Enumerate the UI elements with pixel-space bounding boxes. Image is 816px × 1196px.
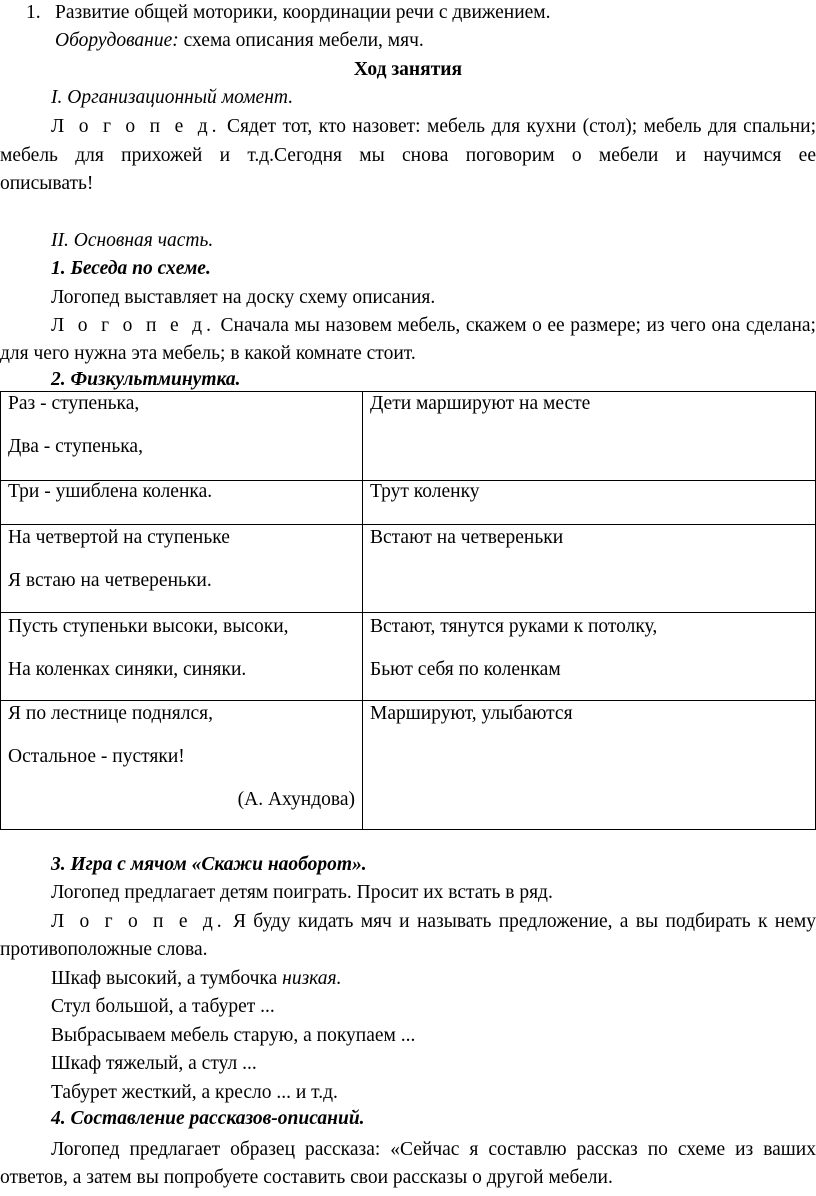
table-cell-action xyxy=(363,701,816,830)
example-5: Табурет жесткий, а кресло ... и т.д. xyxy=(51,1082,338,1103)
example-answer: низкая. xyxy=(282,968,342,989)
subsection-2-title: 2. Физкультминутка. xyxy=(51,369,241,390)
example-3: Выбрасываем мебель старую, а покупаем ... xyxy=(51,1025,416,1046)
verse-line: Пусть ступеньки высоки, высоки, xyxy=(8,616,289,637)
example-4: Шкаф тяжелый, а стул ... xyxy=(51,1053,257,1074)
subsection-3-title: 3. Игра с мячом «Скажи наоборот». xyxy=(51,854,367,875)
equipment-line xyxy=(0,29,816,53)
subsection-4-title: 4. Составление рассказов-описаний. xyxy=(51,1108,365,1129)
section-1-line-2: мебель для прихожей и т.д.Сегодня мы снова поговорим о мебели и научимся ее xyxy=(0,145,816,166)
speaker-label: Л о г о п е д. xyxy=(51,315,215,336)
verse-line: Я по лестнице поднялся, xyxy=(8,703,214,724)
table-row xyxy=(1,525,816,613)
verse-author: (А. Ахундова) xyxy=(237,789,355,810)
equipment-label: Оборудование: xyxy=(55,30,179,51)
section-1-line-1 xyxy=(0,115,816,139)
table-cell-verse xyxy=(1,481,363,525)
subsection-3-line-3: противоположные слова. xyxy=(0,939,208,960)
section-1-line-3: описывать! xyxy=(0,173,94,194)
speaker-label: Л о г о п е д. xyxy=(51,911,226,932)
verse-line: Три - ушиблена коленка. xyxy=(8,481,213,502)
table-cell-action xyxy=(363,481,816,525)
verse-line: Я встаю на четвереньки. xyxy=(8,570,212,591)
table-cell-verse xyxy=(1,613,363,701)
subsection-3-line-2 xyxy=(0,910,816,934)
verse-line: Раз - ступенька, xyxy=(8,393,140,414)
action-line: Встают, тянутся руками к потолку, xyxy=(370,616,658,637)
list-number: 1. xyxy=(26,2,41,23)
verse-line: Два - ступенька, xyxy=(8,436,143,457)
subsection-1-line-2 xyxy=(0,314,816,338)
table-row xyxy=(1,613,816,701)
table-row xyxy=(1,481,816,525)
subsection-1-line-1: Логопед выставляет на доску схему описания. xyxy=(51,287,436,308)
list-item-text: Развитие общей моторики, координации речи с движением. xyxy=(55,2,551,23)
table-row xyxy=(1,701,816,830)
exercise-table xyxy=(0,391,816,830)
example-text: Шкаф высокий, а тумбочка xyxy=(51,968,283,989)
verse-line: Остальное - пустяки! xyxy=(8,746,185,767)
subsection-3-text-2: Я буду кидать мяч и называть предложение, а вы подбирать к нему xyxy=(225,911,816,932)
section-1-text-1: Сядет тот, кто назовет: мебель для кухни (стол); мебель для спальни; xyxy=(220,116,816,137)
subsection-1-line-3: для чего нужна эта мебель; в какой комнате стоит. xyxy=(0,343,416,364)
table-cell-action xyxy=(363,525,816,613)
example-1 xyxy=(0,967,816,991)
subsection-1-text-2: Сначала мы назовем мебель, скажем о ее размере; из чего она сделана; xyxy=(214,315,816,336)
action-line: Трут коленку xyxy=(370,481,480,502)
table-cell-verse xyxy=(1,525,363,613)
action-line: Бьют себя по коленкам xyxy=(370,659,561,680)
subsection-3-line-1: Логопед предлагает детям поиграть. Просит их встать в ряд. xyxy=(51,882,553,903)
subsection-1-title: 1. Беседа по схеме. xyxy=(51,258,211,279)
action-line: Встают на четвереньки xyxy=(370,527,564,548)
table-cell-action xyxy=(363,392,816,481)
section-1-title: I. Организационный момент. xyxy=(51,87,294,108)
equipment-text: схема описания мебели, мяч. xyxy=(178,30,424,51)
table-cell-verse xyxy=(1,701,363,830)
section-2-title: II. Основная часть. xyxy=(51,230,214,251)
example-2: Стул большой, а табурет ... xyxy=(51,996,275,1017)
verse-line: На коленках синяки, синяки. xyxy=(8,659,247,680)
subsection-4-line-2: ответов, а затем вы попробуете составить свои рассказы о другой мебели. xyxy=(0,1167,613,1188)
table-row xyxy=(1,392,816,481)
table-cell-verse xyxy=(1,392,363,481)
action-line: Дети маршируют на месте xyxy=(370,393,591,414)
table-cell-action xyxy=(363,613,816,701)
subsection-4-line-1: Логопед предлагает образец рассказа: «Сейчас я составлю рассказ по схеме из ваших xyxy=(51,1139,816,1160)
action-line: Маршируют, улыбаются xyxy=(370,703,573,724)
verse-line: На четвертой на ступеньке xyxy=(8,527,230,548)
speaker-label: Л о г о п е д. xyxy=(51,116,221,137)
lesson-heading: Ход занятия xyxy=(353,59,463,80)
